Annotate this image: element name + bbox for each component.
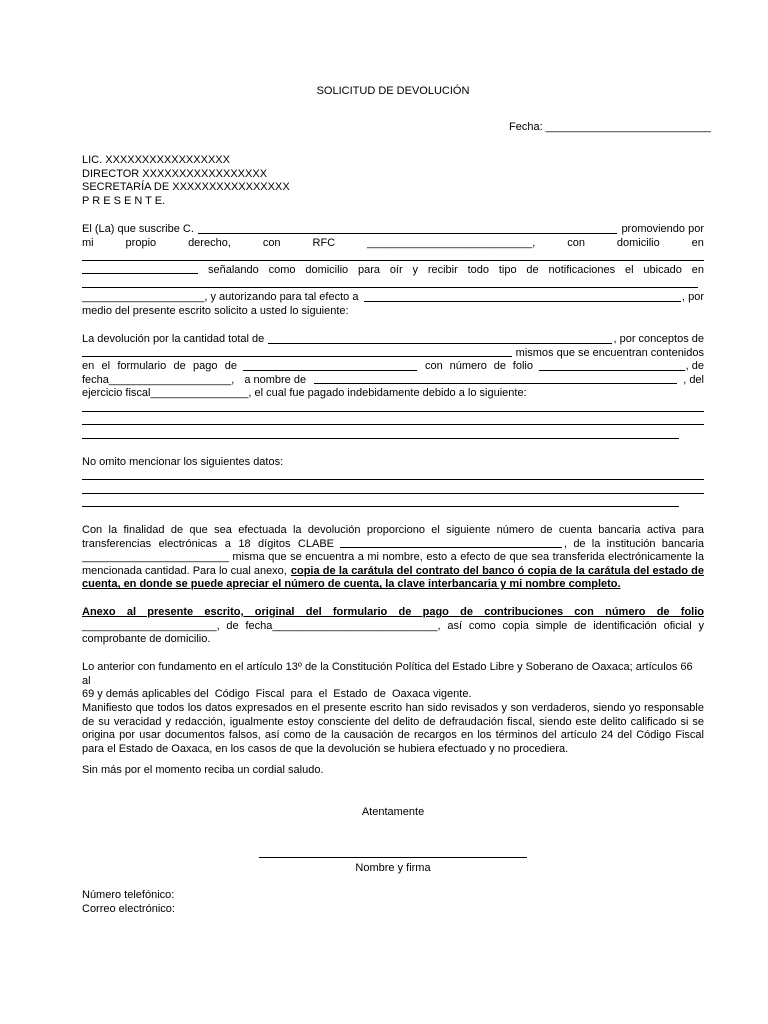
blank-line	[82, 347, 512, 358]
closing-atentamente: Atentamente	[361, 806, 425, 818]
fecha-label: Fecha:	[509, 121, 543, 133]
p7-text-a: Manifiesto que todos los datos expresados en el presente escrito han sido revisados y son verdaderos, siendo yo responsable	[82, 702, 704, 714]
p1-word: con	[262, 236, 281, 249]
addressee-presente: P R E S E N T E.	[82, 194, 166, 207]
p1-text-b: promoviendo por	[621, 223, 704, 235]
blank-line	[82, 470, 704, 484]
p7-text-c: origina por usar documentos falsos, así como de la causación de recargos en los términos del artículo 24 del Código Fiscal	[82, 729, 704, 742]
p1-text-f: medio del presente escrito solicito a usted lo siguiente:	[82, 304, 349, 317]
addressee-lic: LIC. XXXXXXXXXXXXXXXXX	[82, 154, 230, 166]
paragraph-datos	[82, 456, 704, 510]
p2-text-j: ejercicio fiscal________________, el cual fue pagado indebidamente debido a lo siguiente:	[82, 387, 527, 400]
telefono-label: Número telefónico:	[82, 889, 175, 901]
p4-text-a: Con la finalidad de que sea efectuada la devolución proporciono el siguiente número de cuenta bancaria activa para	[82, 524, 704, 536]
p2-text-e: con número de folio	[425, 360, 533, 373]
p1-word: ___________________________,	[367, 236, 536, 249]
p2-text-f: , de	[685, 360, 704, 373]
p2-text-b: , por conceptos de	[613, 333, 704, 345]
blank-line	[364, 291, 681, 302]
p7-text-d: para el Estado de Oaxaca, en los casos de que la devolución se hubiera efectuado y no procediera.	[82, 742, 569, 755]
p6-text-a: Lo anterior con fundamento en el artículo 13º de la Constitución Política del Estado Libre y Soberano de Oaxaca; artículos 66 al	[82, 661, 693, 687]
blank-line	[82, 415, 704, 429]
p4-text-d: ________________________ misma que se encuentra a mi nombre, esto a efecto de que sea transferida electrónicamente la	[82, 551, 704, 564]
p4-text-e: mencionada cantidad. Para lo cual anexo,	[82, 564, 287, 577]
addressee-block	[82, 154, 290, 208]
blank-line	[82, 401, 704, 415]
p4-text-g: cuenta, en donde se puede apreciar el número de cuenta, la clave interbancaria y mi nombre completo.	[82, 578, 621, 591]
p5-text-b: ______________________, de fecha___________________________, así como copia simple de identificación oficial y	[82, 619, 704, 632]
blank-line	[243, 360, 417, 371]
p2-text-h: a nombre de	[244, 373, 307, 386]
p1-word: con	[567, 236, 585, 249]
fecha-line	[509, 121, 711, 135]
p7-text-b: de su veracidad y redacción, igualmente estoy consciente del delito de defraudación fiscal, siendo este delito calificado si se	[82, 715, 704, 728]
addressee-director: DIRECTOR XXXXXXXXXXXXXXXXX	[82, 167, 268, 180]
p1-word: derecho,	[188, 236, 231, 249]
p2-text-a: La devolución por la cantidad total de	[82, 333, 265, 345]
paragraph-devolucion	[82, 333, 704, 442]
p1-text-e: , por	[682, 290, 705, 303]
p1-word: RFC	[312, 236, 336, 249]
blank-line	[539, 360, 685, 371]
blank-line	[198, 223, 618, 234]
blank-line	[82, 250, 704, 264]
paragraph-saludo: Sin más por el momento reciba un cordial saludo.	[82, 764, 324, 776]
p2-text-i: , del	[683, 373, 704, 386]
document-title: SOLICITUD DE DEVOLUCIÓN	[316, 85, 470, 97]
contact-block	[82, 889, 175, 916]
blank-line	[82, 277, 704, 291]
blank-line	[340, 538, 562, 549]
paragraph-manifiesto	[82, 702, 704, 756]
blank-line	[82, 483, 704, 497]
blank-line	[314, 374, 677, 385]
p2-text-c: mismos que se encuentran contenidos	[515, 346, 704, 359]
paragraph-suscribe	[82, 223, 704, 318]
p1-text-c: señalando como domicilio para oír y recibir todo tipo de notificaciones el ubicado en	[208, 263, 704, 276]
signature-line	[259, 857, 527, 858]
fecha-blank: ___________________________	[545, 121, 711, 133]
paragraph-cuenta	[82, 524, 704, 592]
blank-line	[82, 497, 704, 511]
p2-text-g: fecha____________________,	[82, 373, 235, 386]
blank-line	[82, 264, 198, 275]
p6-text-b: 69 y demás aplicables del Código Fiscal para el Estado de Oaxaca vigente.	[82, 688, 472, 701]
p4-text-b: transferencias electrónicas a 18 dígitos CLABE	[82, 537, 334, 550]
p3-text: No omito mencionar los siguientes datos:	[82, 456, 284, 468]
p1-text-d: ____________________, y autorizando para tal efecto a	[82, 290, 359, 303]
p5-text-a: Anexo al presente escrito, original del formulario de pago de contribuciones con número de folio	[82, 606, 704, 618]
p4-text-c: , de la institución bancaria	[564, 537, 704, 550]
blank-line	[268, 333, 612, 344]
addressee-secretaria: SECRETARÍA DE XXXXXXXXXXXXXXXX	[82, 181, 290, 194]
p1-line2	[82, 237, 704, 251]
p1-word: propio	[125, 236, 157, 249]
p4-text-f: copia de la carátula del contrato del banco ó copia de la carátula del estado de	[290, 564, 704, 577]
p1-text-a: El (La) que suscribe C.	[82, 223, 194, 235]
p2-text-d: en el formulario de pago de	[82, 360, 237, 373]
paragraph-anexo	[82, 606, 704, 647]
p1-word: domicilio	[616, 236, 660, 249]
paragraph-fundamento	[82, 661, 704, 702]
p1-word: en	[691, 236, 704, 249]
p5-text-c: comprobante de domicilio.	[82, 633, 211, 646]
blank-line	[82, 428, 704, 442]
p1-word: mi	[82, 236, 94, 249]
correo-label: Correo electrónico:	[82, 902, 175, 915]
signature-label: Nombre y firma	[355, 862, 431, 874]
